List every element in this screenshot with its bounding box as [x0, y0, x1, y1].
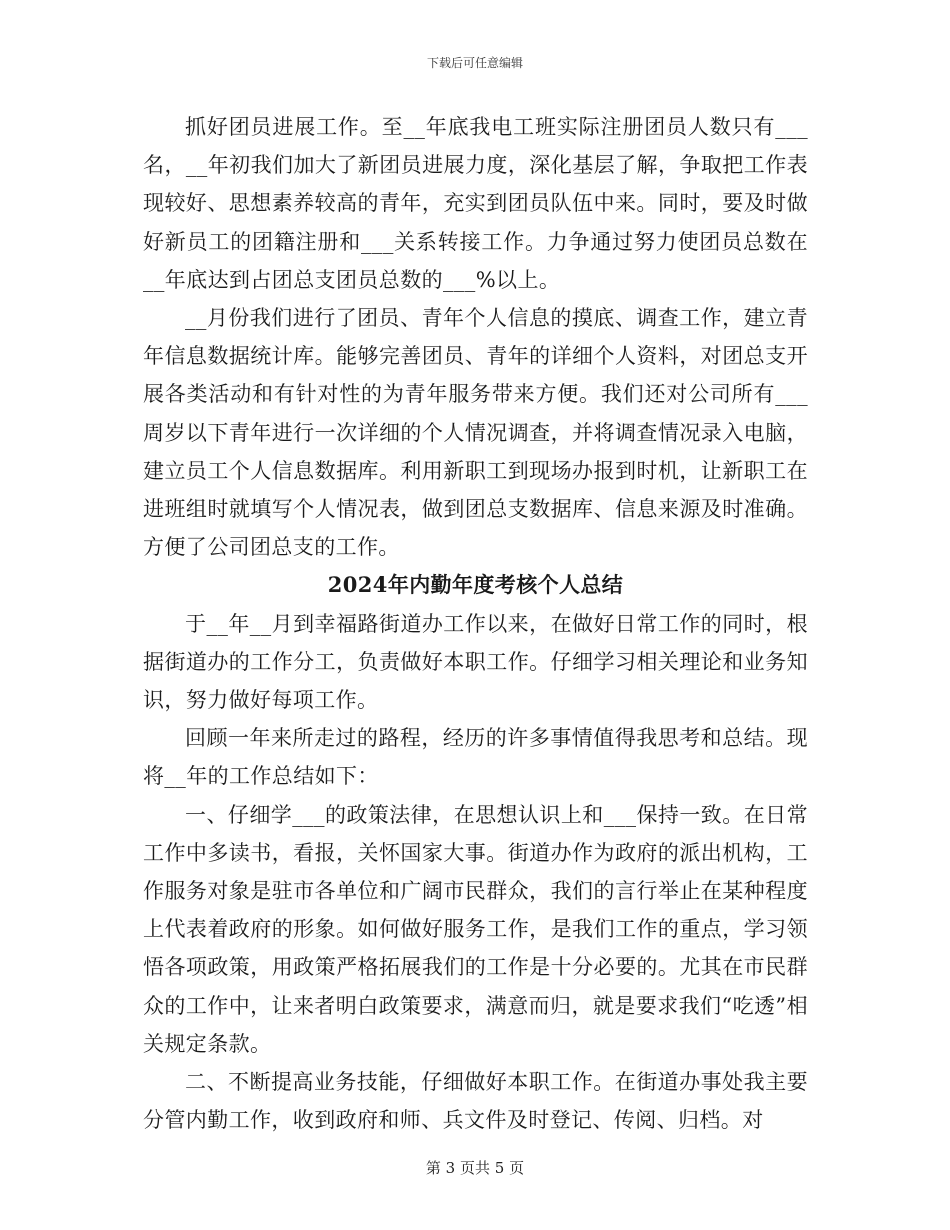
paragraph: __月份我们进行了团员、青年个人信息的摸底、调查工作，建立青年信息数据统计库。能够完善团员、青年的详细个人资料，对团总支开展各类活动和有针对性的为青年服务带来方便。我们还对公司所有___周岁以下青年进行一次详细的个人情况调查，并将调查情况录入电脑，建立员工个人信息数据库。利用新职工到现场办报到时机，让新职工在进班组时就填写个人情况表，做到团总支数据库、信息来源及时准确。方便了公司团总支的工作。 — [143, 306, 808, 560]
paragraph: 回顾一年来所走过的路程，经历的许多事情值得我思考和总结。现将__年的工作总结如下： — [143, 726, 808, 789]
paragraph: 抓好团员进展工作。至__年底我电工班实际注册团员人数只有___名，__年初我们加大了新团员进展力度，深化基层了解，争取把工作表现较好、思想素养较高的青年，充实到团员队伍中来。同时，要及时做好新员工的团籍注册和___关系转接工作。力争通过努力使团员总数在__年底达到占团总支团员总数的___%以上。 — [143, 115, 808, 292]
section-title: 2024年内勤年度考核个人总结 — [327, 572, 624, 598]
paragraph: 二、不断提高业务技能，仔细做好本职工作。在街道办事处我主要分管内勤工作，收到政府和师、兵文件及时登记、传阅、归档。对 — [143, 1070, 808, 1133]
paragraph: 于__年__月到幸福路街道办工作以来，在做好日常工作的同时，根据街道办的工作分工，负责做好本职工作。仔细学习相关理论和业务知识，努力做好每项工作。 — [143, 611, 808, 713]
document-body — [143, 108, 808, 1139]
paragraph: 一、仔细学___的政策法律，在思想认识上和___保持一致。在日常工作中多读书，看报，关怀国家大事。街道办作为政府的派出机构，工作服务对象是驻市各单位和广阔市民群众，我们的言行举止在某种程度上代表着政府的形象。如何做好服务工作，是我们工作的重点，学习领悟各项政策，用政策严格拓展我们的工作是十分必要的。尤其在市民群众的工作中，让来者明白政策要求，满意而归，就是要求我们“吃透”相关规定条款。 — [143, 802, 808, 1056]
page-number: 第 3 页共 5 页 — [425, 1159, 525, 1177]
header-note: 下载后可任意编辑 — [426, 56, 523, 70]
